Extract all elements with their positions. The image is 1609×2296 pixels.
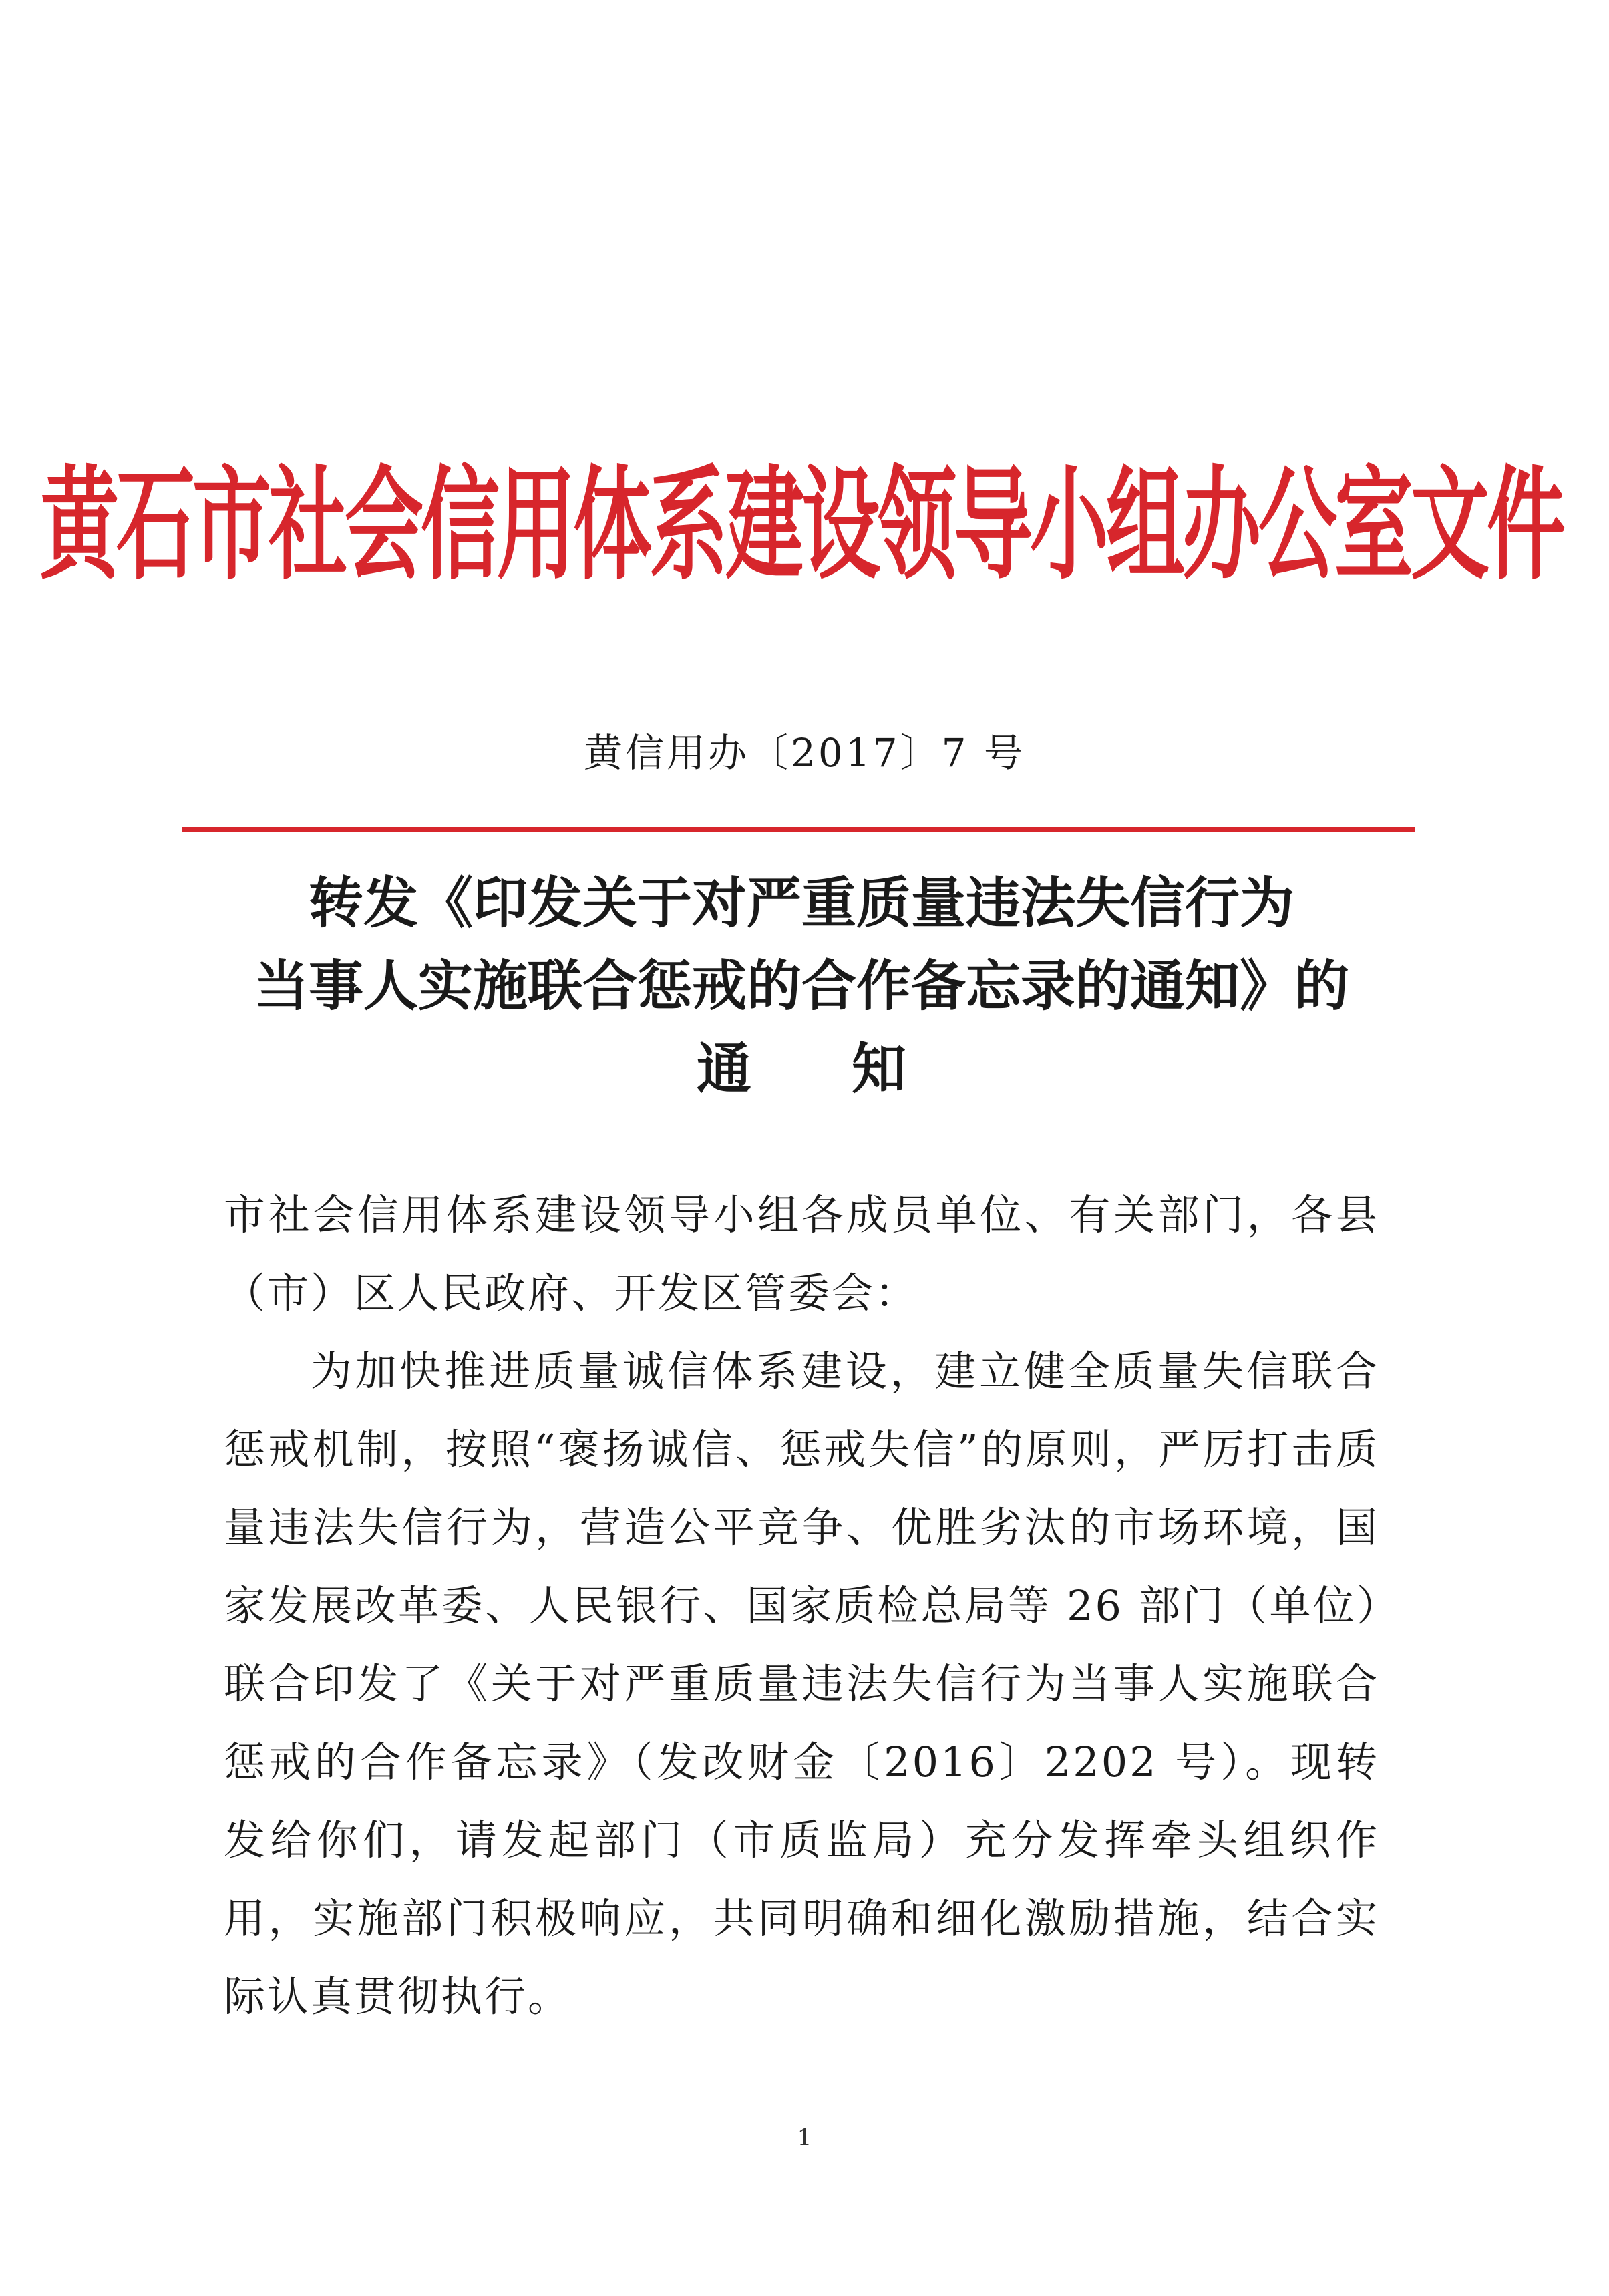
notice-body [224, 1176, 1379, 2035]
notice-title-line-1: 转发《印发关于对严重质量违法失信行为 [308, 871, 1294, 935]
notice-title-line-2: 当事人实施联合惩戒的合作备忘录的通知》的 [253, 954, 1349, 1018]
notice-title [200, 862, 1403, 1110]
page-number: 1 [797, 2124, 812, 2151]
document-number: 黄信用办〔2017〕7 号 [584, 730, 1025, 776]
body-paragraph-1: 为加快推进质量诚信体系建设，建立健全质量失信联合惩戒机制，按照“褒扬诚信、惩戒失信”的原则，严厉打击质量违法失信行为，营造公平竞争、优胜劣汰的市场环境，国家发展改革委、人民银行、国家质检总局等 26 部门（单位）联合印发了《关于对严重质量违法失信行为当事人实施联合惩戒的合作备忘录》（发改财金〔2016〕2202 号）。现转发给你们，请发起部门（市质监局）充分发挥牵头组织作用，实施部门积极响应，共同明确和细化激励措施，结合实际认真贯彻执行。 [224, 1347, 1379, 2021]
issuing-office-title: 黄石市社会信用体系建设领导小组办公室文件 [40, 453, 1564, 597]
notice-title-line-3: 通知 [696, 1037, 1007, 1101]
salutation: 市社会信用体系建设领导小组各成员单位、有关部门，各县（市）区人民政府、开发区管委会： [224, 1190, 1379, 1317]
red-separator-line [182, 827, 1415, 832]
